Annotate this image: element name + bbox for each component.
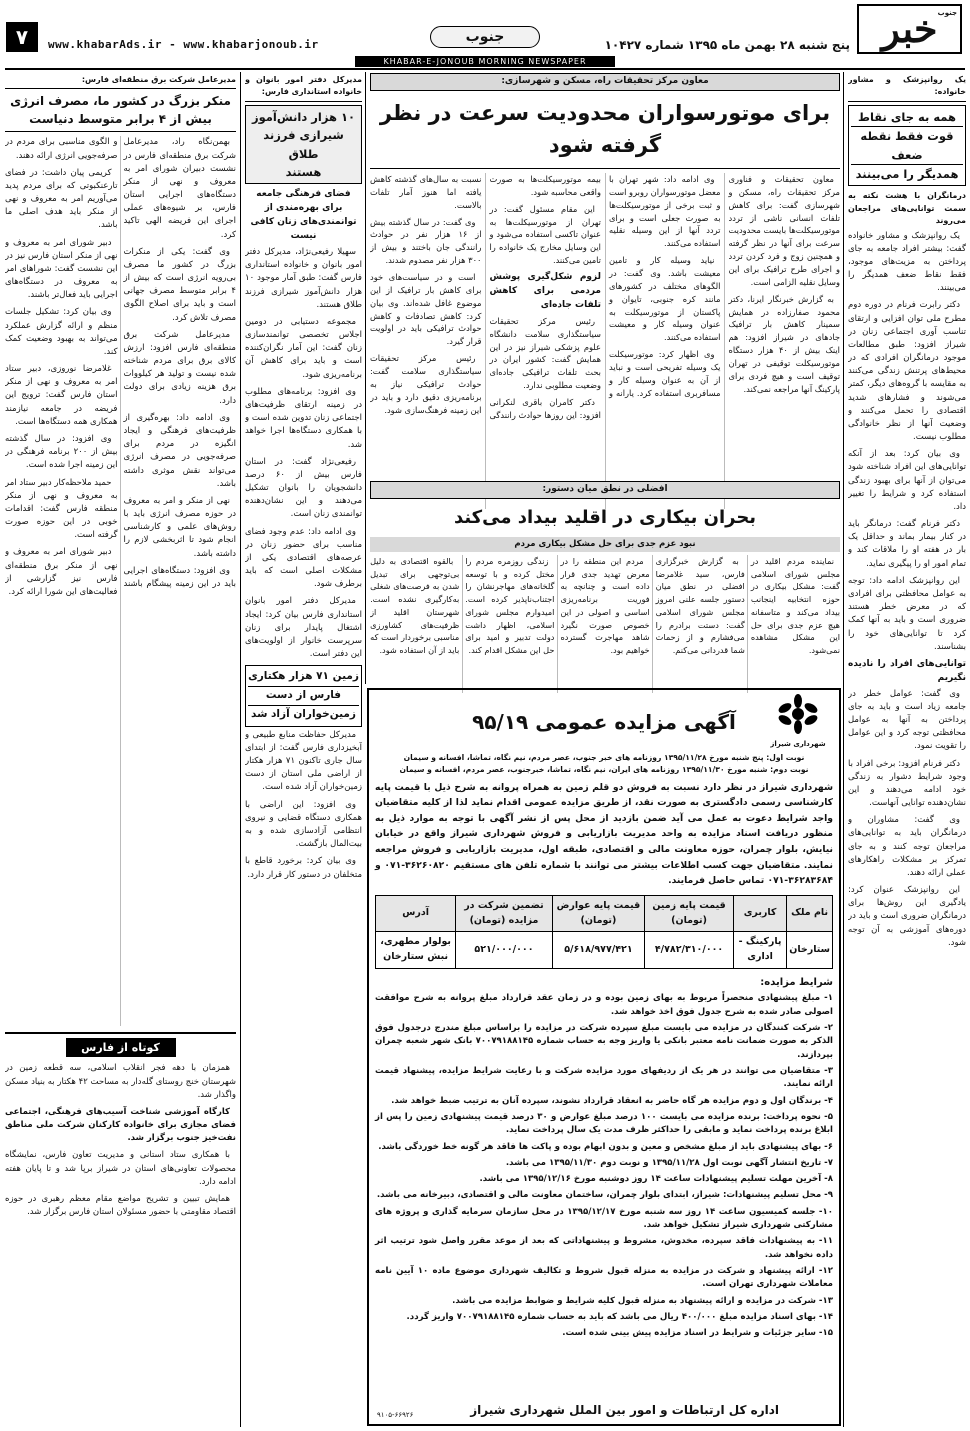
paragraph: وی افزود: دستگاه‌های اجرایی باید در این زمینه پیشگام باشند و الگوی مناسبی برای مردم در صرفه‌جویی انرژی ارائه دهند. — [5, 137, 236, 589]
paragraph: زندگی روزمره مردم را مختل کرده و با توسعه گلخانه‌های مهاجرنشان را اجتناب‌ناپذیر کرده است. امیدوارم مجلس شورای اسلامی، اظهار داشت دولت تدبیر و امید برای حل این مشکل اقدام کند. — [465, 556, 555, 655]
center-column-article — [245, 74, 362, 1424]
news-item: همزمان با دهه فجر انقلاب اسلامی، سه قطعه زمین در شهرستان خنج روستای گله‌دار به مساحت ۴۲ هکتار به بنیاد مسکن واگذار شد. — [5, 1063, 236, 1100]
headline-line: بیش از ۴ برابر متوسط دنیاست — [29, 112, 212, 127]
paragraph: دبیر شورای امر به معروف و نهی از منکر استان فارس نیز در این نشست گفت: شوراهای امر به معروف در دستگاه‌های اجرایی باید فعال‌تر باشند. — [5, 237, 118, 301]
article-headline — [5, 92, 236, 132]
article-headline: بحران بیکاری در اقلید بیداد می‌کند — [453, 506, 757, 528]
paragraph: دکتر فرنام گفت: درمانگر باید در کنار بیمار بماند و حداقل یک بار در هفته او را ملاقات کند و تمام امور او را پیگیری نماید. — [848, 519, 966, 569]
paragraph: غلامرضا نوروزی، دبیر ستاد امر به معروف و نهی از منکر استان فارس گفت: ترویج این فریضه در جامعه نیازمند همکاری همه دستگاه‌ها است. — [5, 364, 118, 427]
paragraph: وی گفت: یکی از منکرات بزرگ در کشور ما مصرف بی‌رویه انرژی است که بیش از ۴ برابر متوسط مصرف جهانی است و باید برای اصلاح الگوی مصرف تلاش کرد. — [123, 246, 236, 323]
english-banner: KHABAR-E-JONOUB MORNING NEWSPAPER — [355, 56, 615, 67]
paragraph: حمید ملاحظه‌کار دبیر ستاد امر به معروف و نهی از منکر منطقه فارس گفت: اقدامات خوبی در این حوزه صورت گرفته است. — [5, 477, 118, 541]
paragraph: وی ادامه داد: عدم وجود فضای مناسب برای حضور زنان در عرصه‌های اقتصادی یکی از مشکلات اصلی است که باید برطرف شود. — [245, 526, 362, 590]
article-kicker: افضلی در نطق میان دستور: — [370, 481, 840, 499]
article-subhead: توانایی‌های افراد را نادیده نگیریم — [848, 658, 966, 683]
headline-line: فارس از دست — [248, 687, 359, 706]
table-cell: ۵/۶۱۸/۹۷۷/۴۲۱ — [552, 932, 644, 968]
paragraph: به گزارش خبرگزاری فارس، سید غلامرضا افضلی در نطق میان دستور جلسه علنی امروز مجلس شورای اسلامی گفت: دستت برادرم را می‌فشارم و از زحمات شما قدردانی می‌کنم. — [655, 556, 745, 655]
paragraph: وی افزود: این اراضی با همکاری دستگاه قضایی و نیروی انتظامی آزادسازی شده و به بیت‌المال بازگشت. — [245, 799, 362, 850]
headline-line: ۱۰ هزار دانش‌آموز — [251, 109, 356, 124]
article-headline: برای موتورسواران محدودیت سرعت در نظر گرفته شود — [370, 91, 840, 169]
condition-item: ۱۰- جلسه کمیسیون ساعت ۱۴ روز سه شنبه مورخ ۱۳۹۵/۱۲/۱۷ در محل سازمان سرمایه گذاری و پروژه های مشارکتی شهرداری شیراز تشکیل خواهد شد. — [375, 1206, 834, 1231]
condition-item: ۵- نحوه پرداخت: برنده مزایده می بایست ۱۰۰ درصد مبلغ عوارض و ۳۰ درصد قیمت پیشنهادی زمین را پس از ابلاغ برنده پرداخت نماید و مابقی را حداکثر ظرف مدت یک سال پرداخت نماید. — [375, 1111, 833, 1136]
table-header-row — [376, 896, 833, 932]
article-subhead: نبود عزم جدی برای حل مشکل بیکاری مردم — [370, 537, 840, 552]
article-body — [5, 136, 236, 1026]
article-headline-2 — [245, 665, 362, 727]
condition-item: ۳- متقاضیان می توانند در هر یک از ردیفهای مورد مزایده شرکت و با رعایت شرایط مزایده، پیشنهاد قیمت ارائه نمایند. — [375, 1065, 833, 1090]
headline-line: شیرازی فرزند طلاق — [263, 128, 344, 161]
news-item: همایش تبیین و تشریح مواضع مقام معظم رهبری در حوزه اقتصاد مقاومتی با حضور مسئولان استان فارس برگزار شد. — [5, 1193, 236, 1218]
table-header: قیمت پایه عوارض (تومان) — [552, 896, 644, 932]
auction-signature: اداره کل ارتباطات و امور بین الملل شهرداری شیراز — [470, 1403, 779, 1418]
paragraph: کریمی پیان داشت: در فضای تارعنکبوتی که برای مردم پدید می‌آوریم امر به معروف و نهی از منکر باید هدف اصلی ما باشد. — [5, 167, 118, 231]
table-header: تضمین شرکت در مزایده (تومان) — [456, 896, 553, 932]
logo-text: خبر — [881, 5, 938, 51]
auction-advertisement — [367, 688, 841, 1426]
conditions-title: شرایط مزایده: — [760, 976, 833, 988]
municipality-emblem — [763, 694, 833, 750]
article-kicker: معاون مرکز تحقیقات راه، مسکن و شهرسازی: — [370, 73, 840, 91]
condition-item: ۱۱- به پیشنهادات فاقد سپرده، مخدوش، مشروط و پیشنهاداتی که بعد از موعد مقرر واصل شود ترتیب اثر داده نخواهد شد. — [375, 1236, 833, 1260]
short-news-title: کوتاه از فارس — [66, 1038, 176, 1057]
paragraph: نیاید وسیله کار و تامین معیشت باشد. وی گفت: در الگوهای مختلف در کشورهای مانند کره جنوبی، تایوان و پاکستان از موتورسیکلت به عنوان وسیله کار و معیشت استفاده می‌کنند. — [609, 255, 721, 343]
article-subhead: لزوم شکل‌گیری پوشش مردمی برای کاهش تلفات جاده‌ای — [489, 272, 601, 310]
auction-intro: شهرداری شیراز در نظر دارد نسبت به فروش دو قلم زمین به همراه پروانه به شرح ذیل با قیمت پایه کارشناسی رسمی دادگستری به صورت نقد، از طریق مزایده عمومی اقدام نماید لذا از کلیه متقاضیان واجد شرایط دعوت به عمل می آید ضمن بازدید از محل پس از نشر آگهی با توجه به موارد ذیل به منظور دریافت اسناد مزایده به واحد مدیریت بازاریابی و فروش شهرداری شیراز واقع در خیابان نیایش، بلوار چمران، حوزه معاونت مالی و اقتصادی، طبقه اول، مدیریت بازاریابی و فروش مراجعه نمایند. متقاضیان جهت کسب اطلاعات بیشتر می توانند با شماره تلفن های مستقیم ۳۶۲۶۰۸۲۰-۰۷۱ و ۳۶۲۸۳۶۸۴-۰۷۱ تماس حاصل فرمایند. — [375, 781, 833, 887]
condition-item: ۷- تاریخ انتشار آگهی نوبت اول ۱۳۹۵/۱۱/۲۸ و نوبت دوم ۱۳۹۵/۱۱/۳۰ می باشد. — [505, 1157, 833, 1168]
paragraph: وی افزود: در سال گذشته بیش از ۲۰۰ برنامه فرهنگی در این زمینه اجرا شده است. — [5, 434, 118, 471]
paragraph: دبیر شورای امر به معروف و نهی از منکر برق منطقه‌ای فارس نیز گزارشی از فعالیت‌های این شورا ارائه کرد. — [5, 547, 118, 597]
news-item: کارگاه آموزشی شناخت آسیب‌های فرهنگی، اجتماعی فضای مجازی برای خانواده کارکنان شرکت ملی مناطق نفت‌خیز جنوب برگزار شد. — [5, 1106, 236, 1144]
article-kicker: مدیرکل دفتر امور بانوان و خانواده استانداری فارس: — [245, 74, 362, 102]
headline-line: همه به جای نقاط — [851, 108, 963, 127]
table-header: قیمت پایه زمین (تومان) — [645, 896, 734, 932]
paragraph: وی بیان کرد: برخورد قاطع با متخلفان در دستور کار قرار دارد. — [245, 856, 362, 880]
article-kicker: یک روانپزشک و مشاور خانواده: — [848, 74, 966, 102]
paragraph: دکتر رابرت فرنام در دوره دوم مطرح ملی توان افزایی و ارتقای تناسب آوری اجتماعی زنان در شیراز افزود: طبق مطالعات موجود درمانگران افرادی که در محیط‌های پرتنش زندگی می‌کنند به مقایسه با گروه‌های دیگر، کمتر می‌شوند و فشارهای شدید اقتصادی را تحمل می‌کنند و وضعیت آنها از نظر خانوادگی مطلوب نیست. — [848, 300, 966, 443]
right-column-article — [848, 74, 966, 1426]
paragraph: رئیس مرکز تحقیقات سیاستگذاری سلامت دانشگاه علوم پزشکی شیراز نیز در این همایش گفت: کشور ایران در بحث تلفات ترافیکی جاده‌ای وضعیت مطلوبی ندارد. — [489, 315, 601, 391]
paragraph: وی ادامه داد: بهره‌گیری از ظرفیت‌های فرهنگی و ایجاد انگیزه در مردم برای صرفه‌جویی در مصرف انرژی می‌تواند نقش موثری داشته باشد. — [123, 412, 236, 489]
table-cell: پارکینگ - اداری — [733, 932, 786, 968]
condition-item: ۱۴- بهای اسناد مزایده مبلغ ۴۰۰/۰۰۰ ریال می باشد که باید به حساب شماره ۷۰۰۷۹۱۸۸۱۴۵ واریز گردد. — [406, 1311, 833, 1322]
paragraph: نهی از منکر و امر به معروف در حوزه مصرف انرژی باید با روش‌های علمی و کارشناسی انجام شود تا اثربخشی لازم را داشته باشد. — [123, 495, 236, 559]
main-article — [370, 73, 840, 478]
headline-line: زمین‌خواران آزاد شد — [251, 707, 356, 720]
paragraph: مردم این منطقه را در معرض تهدید جدی قرار داده است و چنانچه به فوریت برنامه‌ریزی اساسی و اصولی در این خصوص صورت نگیرد شاهد مهاجرت گسترده خواهیم بود. — [560, 556, 650, 655]
paragraph: مدیرعامل شرکت برق منطقه‌ای فارس افزود: ارزش کالای برق برای مردم شناخته شده نیست و تولید هر کیلووات برق هزینه زیادی برای دولت دارد. — [123, 329, 236, 406]
paragraph: بالقوه اقتصادی به دلیل بی‌توجهی برای تبدیل شدن به فرصت‌های شغلی به‌کارگیری نشده است. شهرستان اقلید از ظرفیت‌های کشاورزی مناسبی برخوردار است که باید از آن استفاده شود. — [370, 556, 460, 655]
paragraph: مدیرکل دفتر امور بانوان استانداری فارس بیان کرد: ایجاد اشتغال پایدار برای زنان سرپرست خانوار از اولویت‌های این دفتر است. — [245, 596, 362, 660]
newspaper-logo — [857, 4, 962, 54]
paragraph: وی بیان کرد: بعد از آنکه توانایی‌های این افراد شناخته شود می‌توان از آنها برای بهبود زندگی استفاده کرد و شرایط را تغییر داد. — [848, 449, 966, 512]
paragraph: نماینده مردم اقلید در مجلس شورای اسلامی گفت: مشکل بیکاری در حوزه انتخابیه اینجانب بیداد می‌کند و متاسفانه هیچ عزم جدی برای حل این مشکل مشاهده نمی‌شود. — [750, 556, 840, 655]
paragraph: این مقام مسئول گفت: در تهران از موتورسیکلت‌ها به عنوان تاکسی استفاده می‌شود و این وسایل مخارج یک خانواده را تامین می‌کنند. — [489, 203, 601, 266]
issue-date: پنج شنبه ۲۸ بهمن ماه ۱۳۹۵ شماره ۱۰۴۲۷ — [604, 38, 850, 52]
condition-item: ۱۲- ارائه پیشنهاد و شرکت در مزایده به منزله قبول شروط و تکالیف شهرداری موضوع ماده ۱۰ آیین نامه معاملات شهرداری تهران است. — [375, 1266, 833, 1290]
paragraph: به گزارش خبرنگار ایرنا، دکتر محمود صفارزاده در همایش سمینار کاهش بار ترافیک جادهای در شیراز افزود: هم اینک بیش از ۴۰ هزار دستگاه موتورسیکلت توقیفی در تهران توقیف است و هیچ فردی برای پارکینگ آنها مراجعه نمی‌کند. — [728, 293, 840, 394]
table-cell: ۴/۷۸۲/۳۱۰/۰۰۰ — [645, 932, 734, 968]
column-divider — [240, 72, 241, 1427]
paragraph: وی اظهار کرد: موتورسیکلت یک وسیله تفریحی است و نباید از آن به عنوان وسیله کار و مسافربری استفاده کرد. یارانه و بیمه موتورسیکلت‌ها به صورت واقعی محاسبه شود. — [489, 174, 721, 398]
article-body — [370, 169, 840, 509]
headline-line: هستند — [285, 164, 322, 179]
condition-item: ۶- بهای پیشنهادی باید از مبلغ مشخص و معین و بدون ابهام بوده و پاکت ها فاقد هر گونه خط خوردگی باشد. — [378, 1141, 833, 1152]
condition-item: ۴- برندگان اول و دوم مزایده هر گاه حاضر به انعقاد قرارداد نشوند، سپرده آنان به ترتیب ضبط خواهد شد. — [391, 1095, 833, 1106]
news-item: با همکاری ستاد استانی و مدیریت تعاون فارس، نمایشگاه محصولات تعاونی‌های استان در شیراز برپا شد و تا پایان هفته ادامه دارد. — [5, 1150, 236, 1187]
short-news-box — [5, 1032, 236, 1219]
section-label: جنوب — [430, 26, 540, 48]
paragraph: وی گفت: عوامل خطر در جامعه زیاد است و باید به جای پرداختن به آنها به عوامل محافظتی توجه کرد و این عوامل را تقویت نمود. — [848, 688, 966, 752]
headline-line: همدیگر را می‌بینند — [855, 166, 959, 181]
condition-item: ۱۵- سایر جزئیات و شرایط در اسناد مزایده پیش بینی شده است. — [562, 1328, 833, 1339]
condition-item: ۱- مبلغ پیشنهادی منحصراً مربوط به بهای زمین بوده و در زمان عقد قرارداد مبلغ پروانه به شرح موافقت اصولی صادر شده به شرح جدول فوق اخذ خواهد شد. — [375, 993, 833, 1017]
paragraph: وی ادامه داد: شهر تهران با معضل موتورسواران روبرو است و ثبت برخی از موتورسیکلت‌ها به صورت جعلی است و برای تردد آنها از این وسیله نقلیه استفاده می‌کنند. — [609, 174, 721, 249]
left-column-article — [5, 74, 236, 1424]
paragraph: است و در سیاست‌های خود برای کاهش بار ترافیک از این موضوع غافل شده‌اند. وی بیان کرد: کاهش تصادفات و کاهش حوادث ترافیکی باید در اولویت قرار گیرد. — [370, 272, 482, 347]
condition-item: ۸- آخرین مهلت تسلیم پیشنهادات ساعت ۱۴ روز دوشنبه مورخ ۱۳۹۵/۱۲/۱۶ می باشد. — [479, 1174, 833, 1185]
logo-subtitle: جنوب — [937, 9, 957, 17]
paragraph: وی بیان کرد: تشکیل جلسات منظم و ارائه گزارش عملکرد می‌تواند به بهبود وضعیت کمک کند. — [5, 307, 118, 357]
paragraph: وی گفت: مشاوران و درمانگران باید به توانایی‌های مراجعان توجه کنند و به جای تمرکز بر مشکلات راهکارهای عملی ارائه دهند. — [848, 815, 966, 878]
table-header: آدرس — [376, 896, 456, 932]
paragraph: یک روانپزشک و مشاور خانواده گفت: بیشتر افراد جامعه به جای پرداختن به مزیت‌های موجود، فقط نقاط ضعف همدیگر را می‌بینند. — [848, 230, 966, 294]
article-subhead: فضای فرهنگی جامعه برای بهره‌مندی از توانمندی‌های زنان کافی نیست — [250, 189, 357, 242]
table-cell: ستارخان — [787, 932, 833, 968]
headline-line: منکر بزرگ در کشور ما، مصرف انرژی — [10, 94, 231, 109]
article-lede: درمانگران با هشت نکته به سمت توانایی‌های مراجعان می‌روند — [848, 191, 966, 226]
paragraph: رفیعی‌نژاد گفت: در استان فارس بیش از ۶۰ درصد دانشجویان را بانوان تشکیل می‌دهند و این نشان‌دهنده توانمندی زنان است. — [245, 456, 362, 520]
publication-notice: نوبت اول: پنج شنبه مورخ ۱۳۹۵/۱۱/۲۸ روزنامه های خبر جنوب، عصر مردم، نیم نگاه، تماشا، افسانه و سیمان — [403, 753, 805, 763]
paragraph: مجموعه دستیابی در دومین اجلاس تخصصی توانمندسازی زنان گفت: این آمار نگران‌کننده است و باید برای کاهش آن برنامه‌ریزی شود. — [245, 316, 362, 380]
headline-line: زمین ۷۱ هزار هکتاری — [248, 668, 359, 687]
column-divider — [843, 72, 844, 1427]
publication-notice: نوبت دوم: شنبه مورخ ۱۳۹۵/۱۱/۳۰ روزنامه های ایران، نیم نگاه، تماشا، خبرجنوب، عصر مردم، افسانه و سیمان — [399, 764, 809, 774]
paragraph: این روانپزشک عنوان کرد: یادگیری این روش‌ها برای درمانگران ضروری است و باید در دوره‌های آموزشی به آن توجه شود. — [848, 885, 966, 948]
column-divider — [365, 72, 366, 684]
paragraph: وی گفت: در سال گذشته بیش از ۱۶ هزار نفر در حوادث رانندگی جان باختند و بیش از ۳۰۰ هزار نفر مصدوم شدند. — [370, 216, 482, 266]
emblem-label: شهرداری شیراز — [770, 740, 826, 749]
headline-line: قوت فقط نقطه ضعف — [851, 127, 963, 165]
ad-code: ۹۱۰۵-۶۶۹۲۶ — [377, 1411, 414, 1420]
table-header: کاربری — [733, 896, 786, 932]
condition-item: ۱۳- شرکت در مزایده و ارائه پیشنهاد به منزله قبول کلیه شرایط و ضوابط مزایده می باشد. — [452, 1295, 833, 1306]
table-header: نام ملک — [787, 896, 833, 932]
table-row — [376, 932, 833, 968]
mid-article — [370, 481, 840, 681]
paragraph: بهمن‌نگاه راد، مدیرعامل شرکت برق منطقه‌ای فارس در نشست دبیران شورای امر به معروف و نهی از منکر دستگاه‌های اجرایی استان فارس، بر شیوه‌های عملی اجرای این فریضه الهی تاکید کرد. — [123, 137, 236, 240]
masthead — [0, 0, 970, 70]
page-number: ۷ — [6, 22, 38, 52]
conditions-list — [375, 992, 833, 1340]
table-cell: بولوار مطهری، نبش ستارخان — [376, 932, 456, 968]
paragraph: دکتر کامران باقری لنکرانی افزود: این روزها حوادث رانندگی نسبت به سال‌های گذشته کاهش یافته اما هنوز آمار تلفات بالاست. — [370, 174, 601, 420]
website-url[interactable]: www.khabarAds.ir - www.khabarjonoub.ir — [48, 38, 319, 51]
paragraph: دکتر فرنام افزود: برخی افراد با وجود شرایط دشوار به زندگی خود ادامه می‌دهند و این نشان‌دهنده توانایی آنهاست. — [848, 758, 966, 809]
paragraph: معاون تحقیقات و فناوری مرکز تحقیقات راه، مسکن و شهرسازی گفت: برای کاهش تلفات انسانی ناشی از تردد موتورسیکلت‌ها بایست محدودیت سرعت برای آنها در نظر گرفته و همچنین زوج و فرد کردن تردد و اجرای طرح ترافیک برای این وسایل نقلیه الزامی است. — [728, 174, 840, 287]
article-kicker: مدیرعامل شرکت برق منطقه‌ای فارس: — [5, 74, 236, 89]
article-body — [370, 555, 840, 693]
table-cell: ۵۲۱/۰۰۰/۰۰۰ — [456, 932, 553, 968]
condition-item: ۹- محل تسلیم پیشنهادات: شیراز، ابتدای بلوار چمران، ساختمان معاونت مالی و اقتصادی، دبیرخانه می باشد. — [376, 1190, 833, 1201]
emblem-icon — [775, 694, 821, 734]
auction-table — [375, 895, 833, 969]
paragraph: این روانپزشک ادامه داد: توجه به عوامل محافظتی برای افرادی که در معرض خطر هستند ضروری است و باید به آنها کمک کرد تا توانایی‌های خود را بشناسند. — [848, 575, 966, 652]
condition-item: ۲- شرکت کنندگان در مزایده می بایست مبلغ سپرده شرکت در مزایده را براساس مبلغ مندرج درجدول فوق الذکر به صورت ضمانت نامه معتبر بانکی یا واریز وجه به حساب شماره ۷۰۰۷۹۱۸۸۱۴۵ بانک شهر شعبه چمران بپردازند. — [375, 1023, 833, 1060]
auction-title: آگهی مزایده عمومی ۹۵/۱۹ — [472, 709, 736, 734]
paragraph: رئیس مرکز تحقیقات سیاستگذاری سلامت گفت: حوادث ترافیکی نیاز به برنامه‌ریزی دقیق دارد و باید در این زمینه فرهنگ‌سازی شود. — [370, 353, 482, 415]
paragraph: وی افزود: برنامه‌های مطلوب در زمینه ارتقای ظرفیت‌های اجتماعی زنان تدوین شده است و با همکاری دستگاه‌ها اجرا خواهد شد. — [245, 386, 362, 450]
paragraph: سهیلا رفیعی‌نژاد، مدیرکل دفتر امور بانوان و خانواده استانداری فارس گفت: طبق آمار موجود ۱۰ هزار دانش‌آموز شیرازی فرزند طلاق هستند. — [245, 247, 362, 310]
article-headline — [848, 105, 966, 187]
header-rule — [5, 68, 965, 70]
paragraph: مدیرکل حفاظت منابع طبیعی و آبخیزداری فارس گفت: از ابتدای سال جاری تاکنون ۷۱ هزار هکتار از اراضی ملی استان از دست زمین‌خواران آزاد شده است. — [245, 729, 362, 793]
article-headline — [245, 105, 362, 185]
